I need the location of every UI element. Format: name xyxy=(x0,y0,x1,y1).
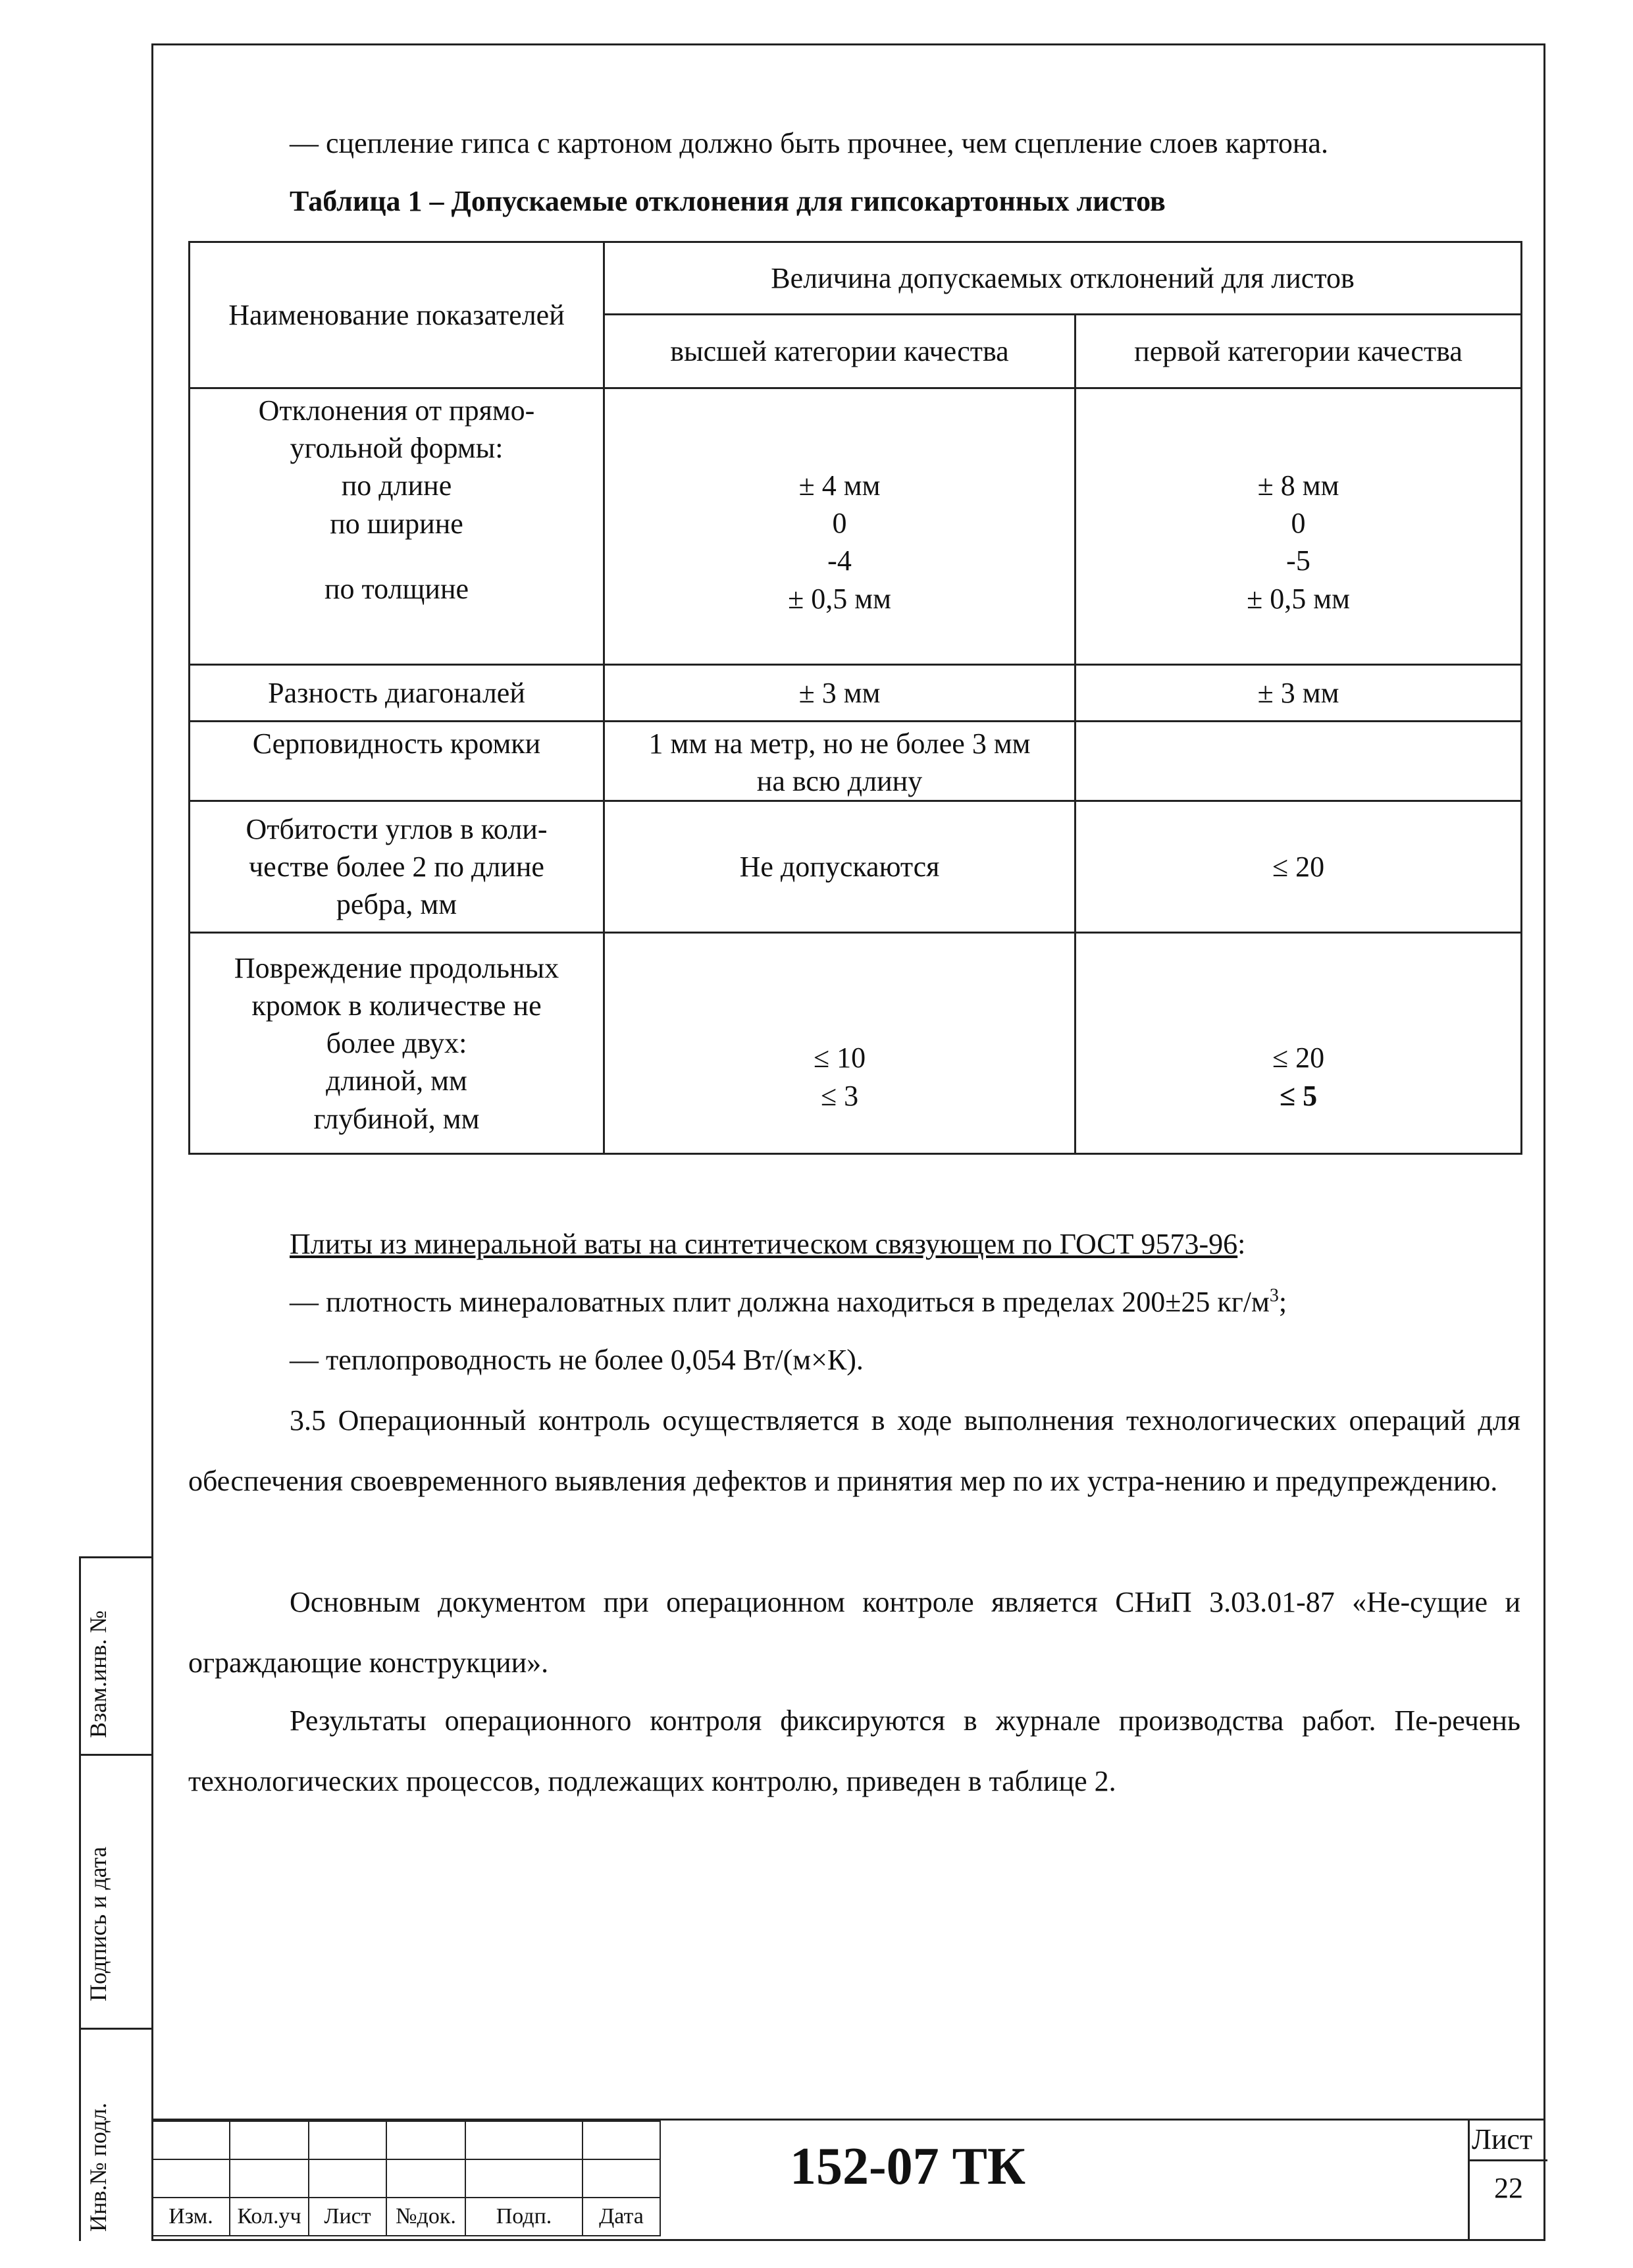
table-row-1-high: ± 4 мм 0 -4 ± 0,5 мм xyxy=(604,388,1076,665)
density-line: — плотность минераловатных плит должна находиться в пределах 200±25 $кг/м^3$; xyxy=(290,1285,1287,1318)
table-row-4-name: Отбитости углов в коли- честве более 2 по длине ребра, мм xyxy=(190,801,604,933)
table-caption: Таблица 1 – Допускаемые отклонения для гипсокартонных листов xyxy=(290,185,1166,217)
col-ndok: №док. xyxy=(386,2198,465,2236)
table-row-3-high: 1 мм на метр, но не более 3 мм на всю длину xyxy=(604,722,1076,801)
table-head-name: Наименование показателей xyxy=(190,242,604,388)
col-list: Лист xyxy=(309,2198,386,2236)
table-row-5-high: ≤ 10 ≤ 3 xyxy=(604,933,1076,1154)
paragraph-3-5: 3.5 Операционный контроль осуществляется в ходе выполнения технологических операций для обеспечения своевременного выявления дефектов и принятия мер по их устра-нению и предупреждению. xyxy=(188,1404,1520,1497)
table-row-2-high: ± 3 мм xyxy=(604,665,1076,722)
conductivity-line: — теплопроводность не более 0,054 Вт/(м×К). xyxy=(290,1344,864,1376)
table-row-4-first: ≤ 20 xyxy=(1076,801,1522,933)
col-podp: Подп. xyxy=(465,2198,583,2236)
paragraph-results: Результаты операционного контроля фиксируются в журнале производства работ. Пе-речень технологических процессов, подлежащих контролю, приведен в таблице 2. xyxy=(188,1704,1520,1797)
table-row-5-first: ≤ 20 ≤ 5 xyxy=(1076,933,1522,1154)
table-head-first: первой категории качества xyxy=(1076,315,1522,388)
table-head-high: высшей категории качества xyxy=(604,315,1076,388)
side-stamp-border xyxy=(79,1556,81,2241)
intro-line: — сцепление гипса с картоном должно быть прочнее, чем сцепление слоев картона. xyxy=(290,127,1328,159)
table-row-3-first xyxy=(1076,722,1522,801)
col-izm: Изм. xyxy=(152,2198,230,2236)
sheet-number: 22 xyxy=(1494,2172,1523,2204)
side-label-replaced-inv: Взам.инв. № xyxy=(85,1610,111,1738)
table-row-1-first: ± 8 мм 0 -5 ± 0,5 мм xyxy=(1076,388,1522,665)
table-row-1-name: Отклонения от прямо- угольной формы: по длине по ширине по толщине xyxy=(190,388,604,665)
table-row-3-name: Серповидность кромки xyxy=(190,722,604,801)
side-stamp-divider xyxy=(79,2028,151,2030)
side-label-inv-original: Инв.№ подл. xyxy=(85,2102,111,2232)
title-block-grid xyxy=(151,2121,661,2236)
document-code: 152-07 ТК xyxy=(790,2138,1026,2196)
plates-heading: Плиты из минеральной ваты на синтетическом связующем по ГОСТ 9573-96: xyxy=(290,1228,1246,1260)
plates-title: Плиты из минеральной ваты на синтетическом связующем по ГОСТ 9573-96 xyxy=(290,1228,1238,1260)
table-row-2-first: ± 3 мм xyxy=(1076,665,1522,722)
col-data: Дата xyxy=(583,2198,660,2236)
table-head-group: Величина допускаемых отклонений для листов xyxy=(604,242,1522,315)
table-row-5-name: Повреждение продольных кромок в количестве не более двух: длиной, мм глубиной, мм xyxy=(190,933,604,1154)
table-row-4-high: Не допускаются xyxy=(604,801,1076,933)
sheet-label: Лист xyxy=(1472,2123,1533,2155)
col-kol-uch: Кол.уч xyxy=(230,2198,309,2236)
side-stamp-divider xyxy=(79,1754,151,1756)
side-label-signature-date: Подпись и дата xyxy=(85,1847,111,2001)
table-row-2-name: Разность диагоналей xyxy=(190,665,604,722)
paragraph-main-document: Основным документом при операционном контроле является СНиП 3.03.01-87 «Не-сущие и ограждающие конструкции». xyxy=(188,1586,1520,1679)
tolerance-table xyxy=(188,241,1522,1155)
side-stamp-divider xyxy=(79,1556,151,1558)
